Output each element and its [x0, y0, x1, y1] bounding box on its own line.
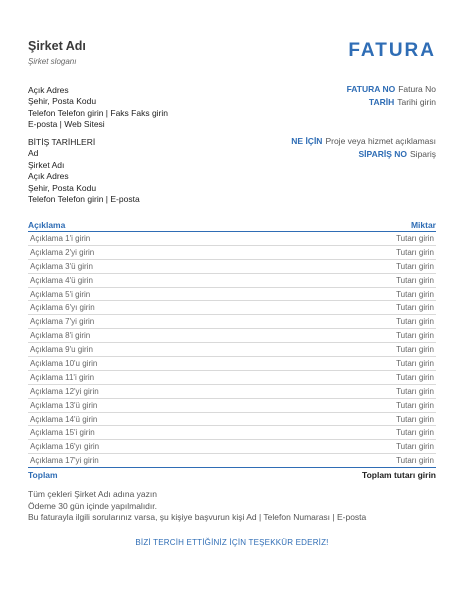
- table-row: [28, 301, 436, 315]
- total-value: Toplam tutarı girin: [362, 470, 436, 481]
- table-row: [28, 413, 436, 427]
- row-amount: Tutarı girin: [396, 372, 434, 382]
- row-amount: Tutarı girin: [396, 345, 434, 355]
- bill-to-city-zip: Şehir, Posta Kodu: [28, 182, 97, 193]
- row-amount: Tutarı girin: [396, 428, 434, 438]
- notes-line-2: Ödeme 30 gün içinde yapılmalıdır.: [28, 500, 157, 511]
- thank-you-message: BİZİ TERCİH ETTİĞİNİZ İÇİN TEŞEKKÜR EDERİZ!: [135, 538, 329, 547]
- row-description: Açıklama 9'u girin: [30, 345, 93, 355]
- bill-to-name: Ad: [28, 148, 39, 159]
- row-description: Açıklama 1'i girin: [30, 234, 91, 243]
- invoice-for-line: [291, 135, 436, 148]
- table-row: [28, 426, 436, 440]
- notes-line-1: Tüm çekleri Şirket Adı adına yazın: [28, 489, 157, 499]
- row-description: Açıklama 6'yı girin: [30, 303, 95, 313]
- row-description: Açıklama 5'i girin: [30, 289, 91, 299]
- notes-line-3: Bu faturayla ilgili sorularınız varsa, şu kişiye başvurun kişi Ad | Telefon Numarası | E-posta: [28, 512, 367, 523]
- row-amount: Tutarı girin: [396, 331, 434, 341]
- table-row: [28, 288, 436, 302]
- company-name: Şirket Adı: [28, 39, 86, 53]
- invoice-for-value: Proje veya hizmet açıklaması: [325, 136, 436, 146]
- sender-email-web: E-posta | Web Sitesi: [28, 119, 105, 130]
- sender-city-zip: Şehir, Posta Kodu: [28, 96, 97, 107]
- table-row: [28, 329, 436, 343]
- row-description: Açıklama 15'i girin: [30, 428, 95, 438]
- invoice-for-label: NE İÇİN: [291, 136, 323, 146]
- table-header: [28, 220, 436, 232]
- table-row: [28, 343, 436, 357]
- invoice-number-line: [347, 83, 436, 96]
- table-row: [28, 260, 436, 274]
- table-row: [28, 315, 436, 329]
- row-description: Açıklama 3'ü girin: [30, 261, 93, 271]
- table-row: [28, 385, 436, 399]
- row-description: Açıklama 7'yi girin: [30, 317, 95, 327]
- row-amount: Tutarı girin: [396, 414, 434, 424]
- table-row: [28, 274, 436, 288]
- table-row: [28, 357, 436, 371]
- invoice-number-label: FATURA NO: [346, 84, 396, 94]
- order-number-label: SİPARİŞ NO: [358, 149, 408, 159]
- row-description: Açıklama 4'ü girin: [30, 275, 93, 285]
- row-amount: Tutarı girin: [396, 400, 434, 410]
- table-body: [28, 232, 436, 468]
- row-description: Açıklama 12'yi girin: [30, 386, 99, 396]
- sender-address: Açık Adres: [28, 85, 69, 95]
- bill-to-block: [28, 137, 140, 205]
- sender-address-block: [28, 85, 168, 131]
- table-row: [28, 399, 436, 413]
- table-row: [28, 440, 436, 454]
- total-label: Toplam: [28, 470, 58, 481]
- row-amount: Tutarı girin: [396, 261, 434, 271]
- row-amount: Tutarı girin: [396, 359, 434, 369]
- invoice-page: [28, 0, 436, 600]
- row-amount: Tutarı girin: [396, 275, 434, 285]
- order-number-line: [291, 148, 436, 161]
- row-amount: Tutarı girin: [396, 289, 434, 299]
- row-description: Açıklama 10'u girin: [30, 359, 98, 369]
- order-number-value: Sipariş: [410, 149, 436, 159]
- row-amount: Tutarı girin: [396, 303, 434, 313]
- row-description: Açıklama 14'ü girin: [30, 414, 98, 424]
- row-description: Açıklama 11'i girin: [30, 372, 95, 382]
- row-amount: Tutarı girin: [396, 386, 434, 396]
- row-amount: Tutarı girin: [396, 234, 434, 243]
- table-row: [28, 454, 436, 468]
- invoice-title: FATURA: [348, 40, 436, 61]
- invoice-table: [28, 220, 436, 481]
- row-amount: Tutarı girin: [396, 247, 434, 257]
- table-row: [28, 232, 436, 246]
- table-row: [28, 371, 436, 385]
- row-description: Açıklama 13'ü girin: [30, 400, 98, 410]
- row-amount: Tutarı girin: [396, 317, 434, 327]
- company-slogan: Şirket sloganı: [28, 57, 77, 66]
- row-description: Açıklama 2'yi girin: [30, 247, 95, 257]
- row-amount: Tutarı girin: [396, 456, 434, 466]
- row-amount: Tutarı girin: [396, 442, 434, 452]
- invoice-date-label: TARİH: [368, 97, 395, 107]
- table-row: [28, 246, 436, 260]
- row-description: Açıklama 16'yı girin: [30, 442, 100, 452]
- row-description: Açıklama 17'yi girin: [30, 456, 99, 466]
- invoice-date-value: Tarihi girin: [397, 97, 436, 107]
- invoice-meta-top: [347, 83, 436, 109]
- invoice-number-value: Fatura No: [398, 84, 436, 94]
- header-amount: Miktar: [410, 220, 436, 230]
- invoice-date-line: [347, 96, 436, 109]
- row-description: Açıklama 8'i girin: [30, 331, 91, 341]
- header-description: Açıklama: [28, 220, 66, 230]
- bill-to-company: Şirket Adı: [28, 159, 65, 170]
- bill-to-address: Açık Adres: [28, 171, 69, 182]
- bill-to-phone-email: Telefon Telefon girin | E-posta: [28, 194, 140, 205]
- payment-notes: [28, 489, 366, 524]
- bill-to-heading: BİTİŞ TARİHLERİ: [28, 137, 96, 147]
- table-total-row: [28, 467, 436, 481]
- sender-phone-fax: Telefon Telefon girin | Faks Faks girin: [28, 107, 169, 118]
- invoice-meta-bottom: [291, 135, 436, 161]
